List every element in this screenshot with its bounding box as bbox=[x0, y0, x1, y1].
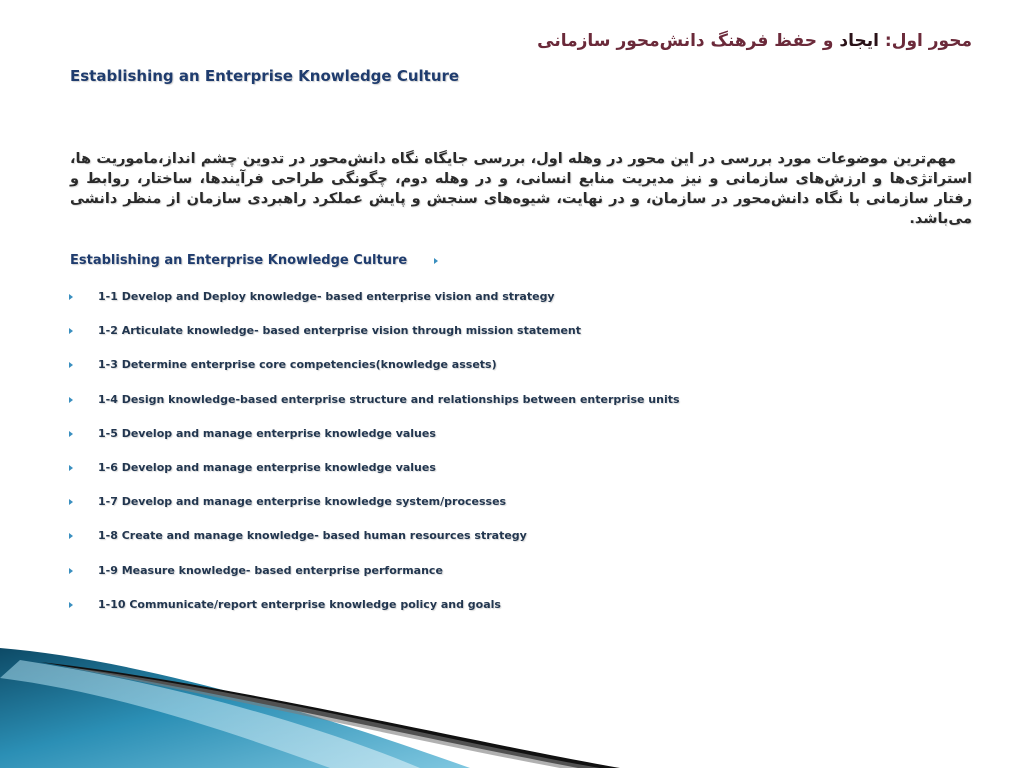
section-heading bbox=[70, 253, 438, 268]
topic-list bbox=[69, 290, 680, 632]
title-part2: و حفظ فرهنگ دانش‌محور سازمانی bbox=[537, 31, 834, 51]
bullet-icon bbox=[69, 568, 73, 574]
intro-paragraph: مهم‌ترین موضوعات مورد بررسی در این محور در وهله اول، بررسی جایگاه نگاه دانش‌محور در تدوین چشم انداز،ماموریت ها، استراتژی‌ها و ارزش‌های سازمانی و نیز مدیریت منابع انسانی، و در وهله دوم، چگونگی طراحی فرآیندها، ساختار، روابط و رفتار سازمانی با نگاه دانش‌محور در سازمان، و در نهایت، شیوه‌های سنجش و پایش عملکرد راهبردی سازمان از منظر دانشی می‌باشد. bbox=[70, 151, 972, 227]
topic-text: 1-8 Create and manage knowledge- based human resources strategy bbox=[98, 529, 527, 543]
bullet-icon bbox=[69, 465, 73, 471]
list-item bbox=[69, 324, 680, 358]
bullet-icon bbox=[69, 397, 73, 403]
list-item bbox=[69, 290, 680, 324]
list-item bbox=[69, 529, 680, 563]
topic-text: 1-9 Measure knowledge- based enterprise performance bbox=[98, 563, 443, 577]
section-heading-text: Establishing an Enterprise Knowledge Culture bbox=[70, 253, 408, 268]
topic-text: 1-4 Design knowledge-based enterprise structure and relationships between enterprise units bbox=[98, 392, 680, 406]
bullet-icon bbox=[69, 431, 73, 437]
title-part1: محور اول: bbox=[884, 31, 972, 51]
list-item bbox=[69, 358, 680, 392]
slide-subtitle: Establishing an Enterprise Knowledge Culture bbox=[70, 67, 460, 85]
list-item bbox=[69, 393, 680, 427]
topic-text: 1-7 Develop and manage enterprise knowledge system/processes bbox=[98, 495, 507, 509]
bullet-icon bbox=[69, 362, 73, 368]
bullet-icon bbox=[69, 499, 73, 505]
topic-text: 1-1 Develop and Deploy knowledge- based enterprise vision and strategy bbox=[98, 290, 555, 303]
topic-text: 1-2 Articulate knowledge- based enterprise vision through mission statement bbox=[98, 324, 582, 338]
slide-title bbox=[537, 31, 972, 51]
bullet-icon bbox=[69, 328, 73, 334]
title-emphasis: ایجاد bbox=[839, 31, 879, 51]
list-item bbox=[69, 495, 680, 529]
decorative-wave-banner bbox=[0, 597, 1024, 768]
bullet-icon bbox=[69, 294, 73, 300]
list-item bbox=[69, 461, 680, 495]
bullet-icon bbox=[69, 533, 73, 539]
bullet-icon bbox=[434, 258, 438, 264]
topic-text: 1-10 Communicate/report enterprise knowledge policy and goals bbox=[98, 597, 501, 611]
topic-text: 1-3 Determine enterprise core competencies(knowledge assets) bbox=[98, 358, 497, 372]
list-item bbox=[69, 427, 680, 461]
topic-text: 1-5 Develop and manage enterprise knowledge values bbox=[98, 426, 436, 440]
topic-text: 1-6 Develop and manage enterprise knowledge values bbox=[98, 460, 436, 474]
list-item bbox=[69, 564, 680, 598]
